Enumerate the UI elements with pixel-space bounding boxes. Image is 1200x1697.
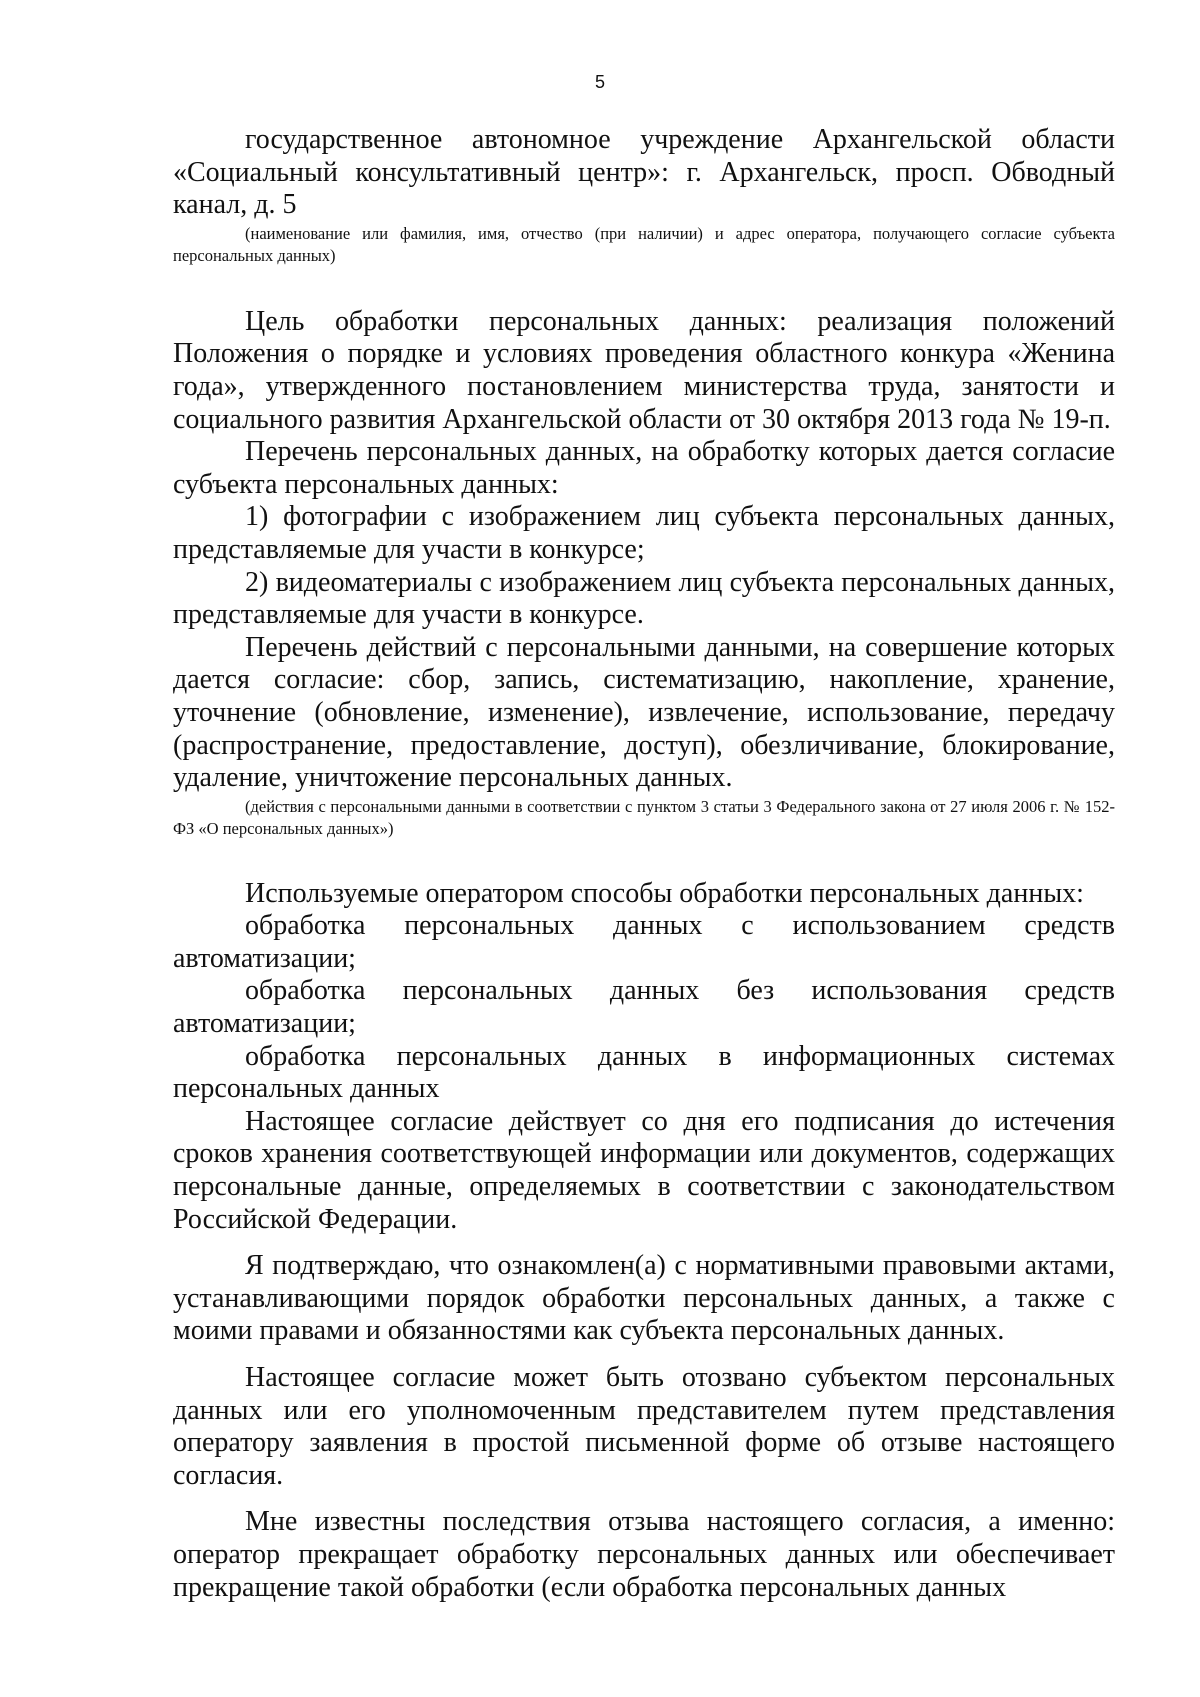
- actions-paragraph: Перечень действий с персональными данными, на совершение которых дается согласие: сбор, запись, систематизацию, накопление, хранение, уточнение (обновление, изменение), извлечение, использование, передачу (распространение, предоставление, доступ), обезличивание, блокирование, удаление, уничтожение персональных данных.: [173, 631, 1115, 794]
- data-list-item: 2) видеоматериалы с изображением лиц субъекта персональных данных, представляемые для участи в конкурсе.: [173, 566, 1115, 631]
- revocation-paragraph: Настоящее согласие может быть отозвано субъектом персональных данных или его уполномоченным представителем путем представления оператору заявления в простой письменной форме об отзыве настоящего согласия.: [173, 1362, 1115, 1491]
- data-list-item: 1) фотографии с изображением лиц субъекта персональных данных, представляемые для участи в конкурсе;: [173, 501, 1115, 565]
- confirmation-paragraph: Я подтверждаю, что ознакомлен(а) с нормативными правовыми актами, устанавливающими порядок обработки персональных данных, а также с моими правами и обязанностями как субъекта персональных данных.: [173, 1250, 1115, 1347]
- actions-note: (действия с персональными данными в соответствии с пунктом 3 статьи 3 Федерального закона от 27 июля 2006 г. № 152-ФЗ «О персональных данных»): [173, 796, 1115, 838]
- data-list-intro: Перечень персональных данных, на обработку которых дается согласие субъекта персональных данных:: [173, 436, 1115, 500]
- consequences-paragraph: Мне известны последствия отзыва настоящего согласия, а именно: оператор прекращает обработку персональных данных или обеспечивает прекращение такой обработки (если обработка персональных данных: [173, 1506, 1115, 1603]
- operator-paragraph: государственное автономное учреждение Архангельской области «Социальный консультативный центр»: г. Архангельск, просп. Обводный канал, д. 5: [173, 124, 1115, 221]
- methods-intro: Используемые оператором способы обработки персональных данных:: [245, 877, 1084, 909]
- document-body: [173, 124, 1115, 1604]
- page-number: 5: [594, 72, 605, 92]
- method-item: обработка персональных данных без использования средств автоматизации;: [173, 975, 1115, 1040]
- purpose-paragraph: Цель обработки персональных данных: реализация положений Положения о порядке и условиях проведения областного конкура «Женина года», утвержденного постановлением министерства труда, занятости и социального развития Архангельской области от 30 октября 2013 года № 19-п.: [173, 305, 1115, 435]
- validity-paragraph: Настоящее согласие действует со дня его подписания до истечения сроков хранения соответствующей информации или документов, содержащих персональные данные, определяемых в соответствии с законодательством Российской Федерации.: [173, 1105, 1115, 1235]
- method-item: обработка персональных данных в информационных системах персональных данных: [173, 1040, 1115, 1105]
- operator-note: (наименование или фамилия, имя, отчество (при наличии) и адрес оператора, получающего согласие субъекта персональных данных): [173, 223, 1115, 265]
- method-item: обработка персональных данных с использованием средств автоматизации;: [173, 910, 1115, 974]
